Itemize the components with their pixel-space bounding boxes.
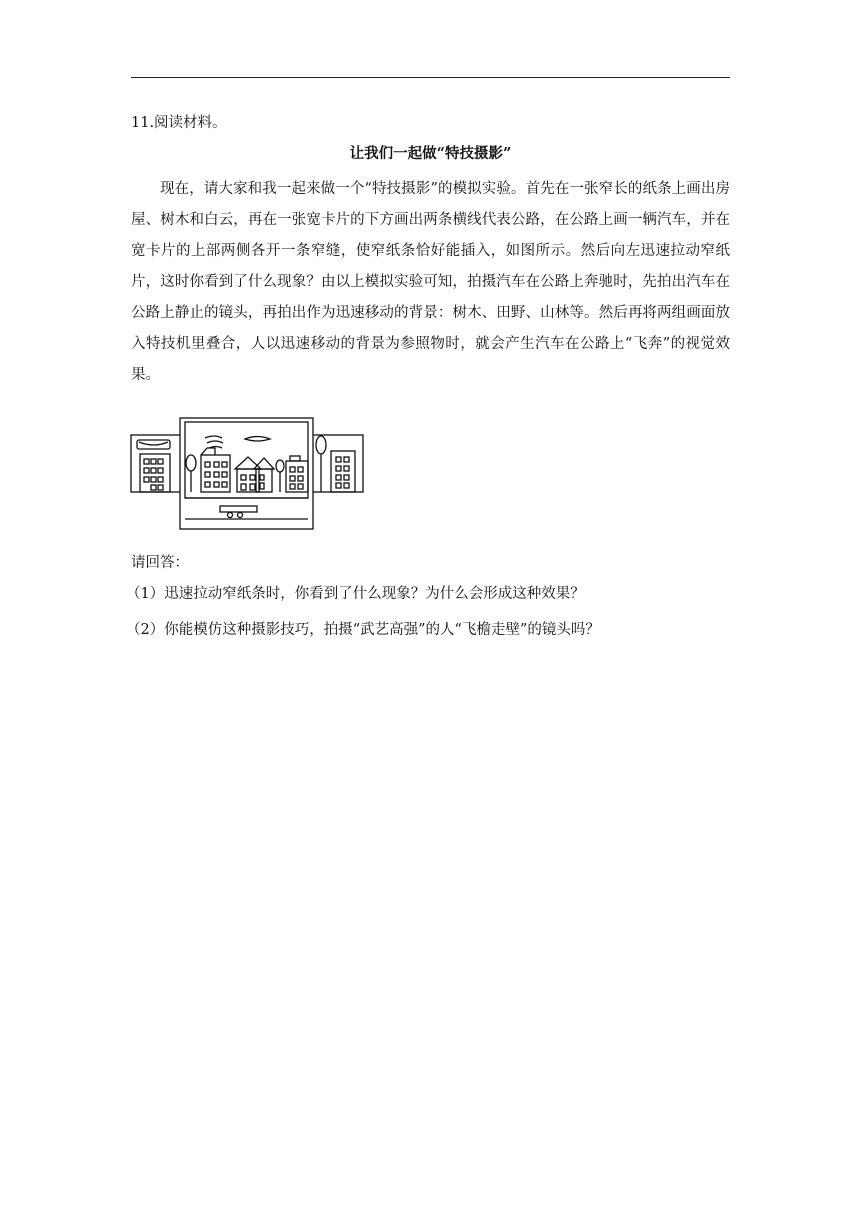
material-paragraph: 现在，请大家和我一起来做一个“特技摄影”的模拟实验。首先在一张窄长的纸条上画出房屋、树木和白云，再在一张宽卡片的下方画出两条横线代表公路，在公路上画一辆汽车，并在宽卡片的上部两侧各开一条窄缝，使窄纸条恰好能插入，如图所示。然后向左迅速拉动窄纸片，这时你看到了什么现象？由以上模拟实验可知，拍摄汽车在公路上奔驰时，先拍出汽车在公路上静止的镜头，再拍出作为迅速移动的背景：树木、田野、山林等。然后再将两组画面放入特技机里叠合，人以迅速移动的背景为参照物时，就会产生汽车在公路上“飞奔”的视觉效果。 bbox=[131, 181, 730, 383]
question-number: 11.阅读材料。 bbox=[131, 115, 227, 131]
answer-prompt: 请回答： bbox=[131, 555, 189, 571]
sub-question-1: （1）迅速拉动窄纸条时，你看到了什么现象？为什么会形成这种效果？ bbox=[126, 586, 585, 602]
header-rule bbox=[131, 77, 730, 78]
material-title: 让我们一起做“特技摄影” bbox=[349, 145, 512, 162]
special-effects-figure bbox=[130, 417, 364, 531]
sub-question-2: （2）你能模仿这种摄影技巧，拍摄“武艺高强”的人“飞檐走壁”的镜头吗？ bbox=[126, 622, 600, 638]
